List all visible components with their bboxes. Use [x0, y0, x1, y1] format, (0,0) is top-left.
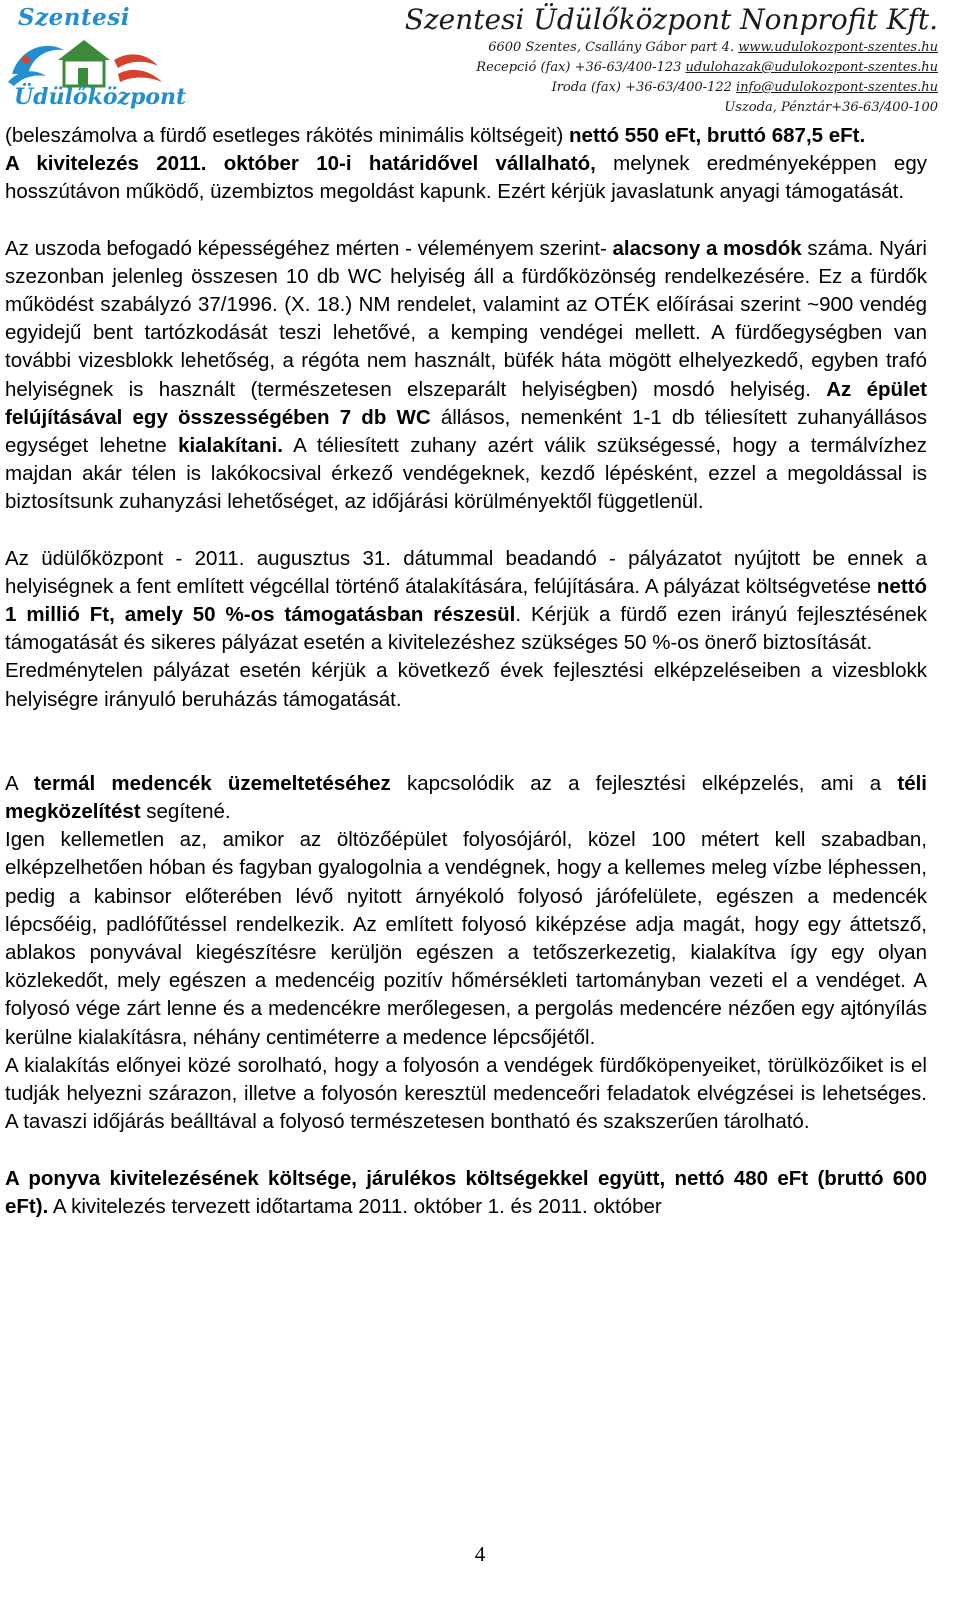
bold-run: Az épület felújításával egy összességében 7 db WC [5, 377, 927, 429]
logo-title: Szentesi [18, 4, 130, 31]
text-run: (beleszámolva a fürdő esetleges rákötés minimális költségeit) [5, 124, 570, 147]
address-line [405, 38, 938, 58]
company-contact-block [405, 2, 938, 118]
paragraph-deadline [5, 150, 927, 206]
bold-run: termál medencék üzemeltetéséhez [33, 771, 391, 795]
text-run: A [5, 771, 34, 795]
office-line [405, 78, 938, 98]
bold-run: alacsony a mosdók [612, 236, 802, 260]
reception-line [405, 58, 938, 78]
spacer [5, 517, 927, 545]
office-email-link[interactable]: info@udulokozpont-szentes.hu [736, 80, 938, 95]
bold-run: nettó 550 eFt, bruttó 687,5 eFt. [569, 124, 866, 147]
bold-run: A kivitelezés 2011. október 10-i határidővel vállalható, [5, 152, 596, 176]
website-link[interactable]: www.udulokozpont-szentes.hu [738, 40, 938, 55]
reception-phone: Recepció (fax) +36-63/400-123 [476, 60, 682, 75]
paragraph-unsuccessful: Eredménytelen pályázat esetén kérjük a következő évek fejlesztési elképzeléseiben a vizesblokk helyiségre irányuló beruházás támogatását. [5, 659, 927, 711]
letterhead [0, 0, 960, 122]
paragraph-washrooms [5, 235, 927, 517]
paragraph-advantages: A kialakítás előnyei közé sorolható, hogy a folyosón a vendégek fürdőköpenyeiket, törülközőiket is el tudják helyezni szárazon, illetve a folyosón keresztül medenceőri feladatok elvégzései is lehetséges. A tavaszi időjárás beálltával a folyosó természetesen bontható és szakszerűen tárolható. [5, 1053, 927, 1134]
paragraph-thermal-pools [5, 770, 927, 826]
text-run: száma. Nyári szezonban jelenleg összesen 10 db WC helyiség áll a fürdőközönség rendelkezésére. Ez a fürdők működést szabályzó 37/1996. (X. 18.) NM rendelet, valamint az OTÉK előírásai szerint ~900 vendég egyidejű bent tartózkodását teszi lehetővé, a kemping vendégei mellett. A fürdőegységben van további vizesblokk lehetőség, a régóta nem használt, büfék háta mögött elhelyezkedő, egyben trafó helyiségnek is használt (természetesen elszeparált helyiségben) mosdó helyiség. [5, 236, 927, 401]
text-run: A kivitelezés tervezett időtartama 2011. október 1. és 2011. október [48, 1194, 662, 1218]
spacer [5, 1137, 927, 1165]
paragraph-tarp-cost [5, 1165, 927, 1221]
reception-email-link[interactable]: udulohazak@udulokozpont-szentes.hu [685, 60, 938, 75]
company-logo [6, 4, 187, 116]
address: 6600 Szentes, Csallány Gábor part 4. [488, 40, 735, 55]
page-number: 4 [474, 1542, 486, 1566]
text-run: segítené. [140, 800, 231, 824]
bold-run: nettó 1 millió Ft, amely 50 %-os támogatásban részesül [5, 574, 927, 627]
logo-wave-house-graphic [6, 30, 164, 90]
bold-run: téli megközelítést [5, 771, 927, 824]
spacer [5, 714, 927, 770]
text-run: Az üdülőközpont - 2011. augusztus 31. dátummal beadandó - pályázatot nyújtott be ennek a helyiségnek a fent említett végcéllal történő átalakítására, felújítására. A pályázat költségvetése [5, 546, 927, 598]
text-run: . Kérjük a fürdő ezen irányú fejlesztésének támogatását és sikeres pályázat esetén a kivitelezéshez szükséges 50 %-os önerő biztosítását. [5, 603, 928, 655]
text-run: A téliesített zuhany azért válik szükségessé, hogy a termálvízhez majdan akár télen is lakókocsival érkező vendégeknek, kezdő lépésként, ezzel a megoldással is biztosítsunk zuhanyzási lehetőséget, az időjárási körülményektől függetlenül. [5, 434, 927, 514]
text-run: állásos, nemenként 1-1 db téliesített zuhanyállásos egységet lehetne [5, 405, 927, 458]
text-run: Az uszoda befogadó képességéhez mérten - véleményem szerint- [5, 236, 613, 260]
bold-run: kialakítani. [178, 434, 283, 458]
paragraph-cost-estimate [5, 122, 927, 150]
bold-run: A ponyva kivitelezésének költsége, járulékos költségekkel együtt, nettó 480 eFt (bruttó 600 eFt). [5, 1166, 927, 1218]
document-body [5, 122, 927, 1221]
spacer [5, 207, 927, 235]
office-phone: Iroda (fax) +36-63/400-122 [551, 80, 732, 95]
text-run: kapcsolódik az a fejlesztési elképzelés, ami a [390, 771, 898, 795]
pool-line: Uszoda, Pénztár+36-63/400-100 [724, 100, 938, 115]
text-run: melynek eredményeképpen egy hosszútávon működő, üzembiztos megoldást kapunk. Ezért kérjük javaslatunk anyagi támogatását. [5, 152, 927, 204]
logo-subtitle: Üdülőközpont [14, 84, 187, 110]
company-name: Szentesi Üdülőközpont Nonprofit Kft. [404, 3, 938, 36]
paragraph-application [5, 545, 927, 658]
paragraph-corridor: Igen kellemetlen az, amikor az öltözőépület folyosójáról, közel 100 métert kell szabadban, elképzelhetően hóban és fagyban gyalogolnia a vendégnek, hogy a kellemes meleg vízbe léphessen, pedig a kabinsor előterében lévő nyitott árnyékoló folyosó járófelülete, egészen a medencék lépcsőéig, padlófűtéssel rendelkezik. Az említett folyosó kiképzése adja magát, hogy egy áttetsző, ablakos ponyvával kiegészítésre kerüljön egészen a tetőszerkezetig, kialakítva így egy olyan közlekedőt, mely egészen a medencéig pozitív hőmérsékleti tartományban vezeti el a vendéget. A folyosó vége zárt lenne és a medencékre merőlegesen, a pergolás medencére nézően egy ajtónyílás kerülne kialakításra, néhány centiméterre a medence lépcsőjétől. [5, 828, 927, 1049]
